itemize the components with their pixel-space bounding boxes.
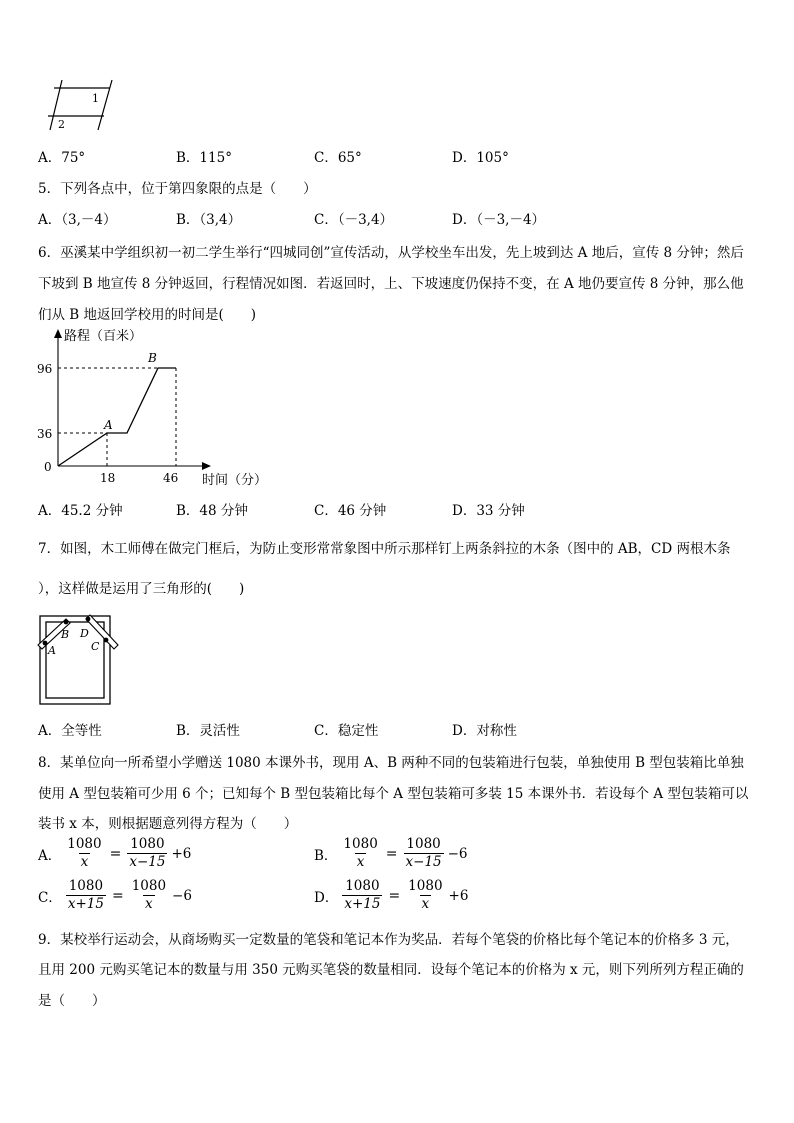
q7-stem-line-2: ），这样做是运用了三角形的( ) <box>38 581 245 597</box>
q8-option-a-left-fraction: $\frac{1080}{x}$ <box>67 836 102 870</box>
q7-label-c: C <box>91 640 100 653</box>
q8-option-b-left-fraction: $\frac{1080}{x}$ <box>343 836 378 870</box>
q8-option-c-right-fraction: $\frac{1080}{x}$ <box>131 878 167 912</box>
q4-angle-2-label: 2 <box>58 118 65 131</box>
q4-option-a: A．75° <box>38 150 86 166</box>
q8-option-b-right-fraction: $\frac{1080}{x-15}$ <box>405 836 442 870</box>
q6-option-a: A．45.2 分钟 <box>38 503 123 519</box>
q8-option-b-label: B． <box>314 847 338 864</box>
q7-option-d: D．对称性 <box>452 723 517 739</box>
q7-option-b: B．灵活性 <box>176 723 240 739</box>
q5-option-c: C．（－3,4） <box>314 212 394 228</box>
q6-point-b-label: B <box>148 351 157 365</box>
q8-stem-line-1: 8．某单位向一所希望小学赠送 1080 本课外书，现用 A、B 两种不同的包装箱进行包装，单独使用 B 型包装箱比单独 <box>38 755 744 771</box>
q6-ytick-0: 0 <box>44 460 52 474</box>
q6-stem-line-3: 们从 B 地返回学校用的时间是( ) <box>38 307 257 323</box>
q7-door-frame-figure <box>36 612 120 708</box>
q4-option-b: B．115° <box>176 150 232 166</box>
q8-option-a: A． $\frac{1080}{x}$ = $\frac{1080}{x-15}$ +6 <box>38 836 192 870</box>
q6-xtick-46: 46 <box>163 471 179 485</box>
q4-option-c: C．65° <box>314 150 362 166</box>
q7-label-a: A <box>48 644 56 657</box>
q6-option-c: C．46 分钟 <box>314 503 387 519</box>
q9-stem-line-3: 是（ ） <box>38 993 106 1009</box>
q7-label-b: B <box>61 628 70 641</box>
q8-option-a-right-fraction: $\frac{1080}{x-15}$ <box>129 836 166 870</box>
q5-option-a: A．（3,－4） <box>38 212 117 228</box>
q5-option-b: B．（3,4） <box>176 212 242 228</box>
q6-ytick-36: 36 <box>37 427 53 441</box>
q8-stem-line-3: 装书 x 本，则根据题意列得方程为（ ） <box>38 816 298 832</box>
q8-option-d-label: D． <box>314 889 339 906</box>
q8-option-c-label: C． <box>38 889 62 906</box>
q7-stem-line-1: 7．如图，木工师傅在做完门框后，为防止变形常常象图中所示那样钉上两条斜拉的木条（图中的 AB，CD 两根木条 <box>38 541 731 557</box>
q8-option-d: D． $\frac{1080}{x+15}$ = $\frac{1080}{x}$ +6 <box>314 878 469 912</box>
q6-xtick-18: 18 <box>100 471 116 485</box>
q6-option-b: B．48 分钟 <box>176 503 248 519</box>
q6-option-d: D．33 分钟 <box>452 503 525 519</box>
q5-option-d: D．（－3,－4） <box>452 212 546 228</box>
q6-stem-line-2: 下坡到 B 地宣传 8 分钟返回，行程情况如图．若返回时，上、下坡速度仍保持不变，在 A 地仍要宣传 8 分钟，那么他 <box>38 276 744 292</box>
q6-chart-xlabel: 时间（分） <box>202 473 268 488</box>
q6-distance-time-chart <box>30 326 280 490</box>
q8-option-c: C． $\frac{1080}{x+15}$ = $\frac{1080}{x}$ −6 <box>38 878 192 912</box>
q7-label-d: D <box>80 627 89 640</box>
q7-option-c: C．稳定性 <box>314 723 379 739</box>
q8-option-b: B． $\frac{1080}{x}$ = $\frac{1080}{x-15}$ −6 <box>314 836 468 870</box>
q8-option-a-label: A． <box>38 847 62 864</box>
q4-option-d: D．105° <box>452 150 509 166</box>
q6-chart-ylabel: 路程（百米） <box>64 329 143 344</box>
q8-option-d-left-fraction: $\frac{1080}{x+15}$ <box>344 878 381 912</box>
q8-stem-line-2: 使用 A 型包装箱可少用 6 个；已知每个 B 型包装箱比每个 A 型包装箱可多装 15 本课外书．若设每个 A 型包装箱可以 <box>38 786 749 802</box>
q6-stem-line-1: 6．巫溪某中学组织初一初二学生举行“四城同创”宣传活动，从学校坐车出发，先上坡到达 A 地后，宣传 8 分钟；然后 <box>38 245 744 261</box>
q4-figure <box>44 78 120 134</box>
q6-ytick-96: 96 <box>37 362 53 376</box>
q7-option-a: A．全等性 <box>38 723 102 739</box>
q9-stem-line-1: 9．某校举行运动会，从商场购买一定数量的笔袋和笔记本作为奖品．若每个笔袋的价格比每个笔记本的价格多 3 元， <box>38 932 739 948</box>
q4-angle-1-label: 1 <box>92 92 99 105</box>
q5-stem: 5．下列各点中，位于第四象限的点是（ ） <box>38 181 317 197</box>
q8-option-d-right-fraction: $\frac{1080}{x}$ <box>408 878 443 912</box>
q6-point-a-label: A <box>104 418 113 432</box>
q8-option-c-left-fraction: $\frac{1080}{x+15}$ <box>67 878 104 912</box>
q9-stem-line-2: 且用 200 元购买笔记本的数量与用 350 元购买笔袋的数量相同．设每个笔记本的价格为 x 元，则下列所列方程正确的 <box>38 962 744 978</box>
